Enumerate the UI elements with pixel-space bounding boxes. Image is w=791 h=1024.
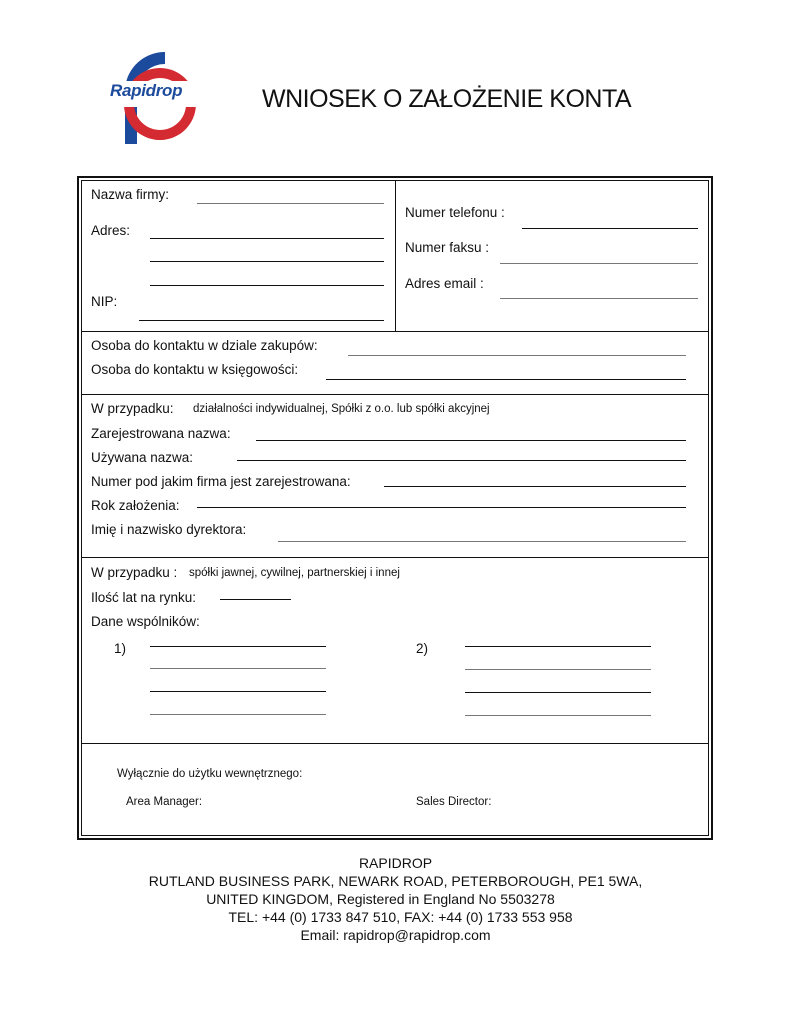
founded-year-label: Rok założenia: <box>91 498 180 513</box>
footer-registration: UNITED KINGDOM, Registered in England No 5503278 <box>206 891 555 907</box>
section-divider <box>81 557 709 558</box>
footer-email: Email: rapidrop@rapidrop.com <box>300 927 491 943</box>
partner-2-field-1[interactable] <box>465 646 651 647</box>
footer-address: RUTLAND BUSINESS PARK, NEWARK ROAD, PETERBOROUGH, PE1 5WA, <box>148 873 643 889</box>
nip-label: NIP: <box>91 294 118 309</box>
section-divider <box>81 331 709 332</box>
partner-1-field-3[interactable] <box>150 691 326 692</box>
section-divider <box>81 743 709 744</box>
director-name-field[interactable] <box>278 541 686 542</box>
footer-company: RAPIDROP <box>358 855 433 871</box>
case-label: W przypadku: <box>91 401 174 416</box>
registration-number-label: Numer pod jakim firma jest zarejestrowana: <box>91 474 351 489</box>
partner-2-field-3[interactable] <box>465 692 651 693</box>
nip-field[interactable] <box>139 320 384 321</box>
logo-wordmark: Rapidrop <box>110 81 183 100</box>
internal-use-label: Wyłącznie do użytku wewnętrznego: <box>117 768 303 780</box>
partner-1-field-4[interactable] <box>150 714 326 715</box>
area-manager-label: Area Manager: <box>126 796 203 808</box>
partner-1-field-2[interactable] <box>150 668 326 669</box>
accounting-contact-label: Osoba do kontaktu w księgowości: <box>91 362 299 377</box>
address-label: Adres: <box>91 223 131 238</box>
rapidrop-logo <box>105 48 215 146</box>
fax-label: Numer faksu : <box>405 240 490 255</box>
column-divider <box>395 180 396 331</box>
footer-phone-fax: TEL: +44 (0) 1733 847 510, FAX: +44 (0) 1733 553 958 <box>228 909 573 925</box>
partners-label: Dane wspólników: <box>91 614 200 629</box>
founded-year-field[interactable] <box>197 507 686 508</box>
email-label: Adres email : <box>405 276 484 291</box>
used-name-field[interactable] <box>237 460 686 461</box>
company-name-label: Nazwa firmy: <box>91 187 170 202</box>
section-divider <box>81 394 709 395</box>
address-field-2[interactable] <box>150 261 384 262</box>
partnership-case-description: spółki jawnej, cywilnej, partnerskiej i innej <box>189 567 400 579</box>
registered-name-label: Zarejestrowana nazwa: <box>91 426 231 441</box>
registered-name-field[interactable] <box>256 440 686 441</box>
years-on-market-label: Ilość lat na rynku: <box>91 590 197 605</box>
years-on-market-field[interactable] <box>220 599 291 600</box>
purchase-contact-field[interactable] <box>348 355 686 356</box>
used-name-label: Używana nazwa: <box>91 450 194 465</box>
partner-1-field-1[interactable] <box>150 646 326 647</box>
partner-2-field-2[interactable] <box>465 669 651 670</box>
phone-label: Numer telefonu : <box>405 205 505 220</box>
address-field-3[interactable] <box>150 285 384 286</box>
partnership-case-label: W przypadku : <box>91 565 178 580</box>
partner-2-label: 2) <box>416 641 429 656</box>
accounting-contact-field[interactable] <box>326 379 686 380</box>
registration-number-field[interactable] <box>384 486 686 487</box>
page-title: WNIOSEK O ZAŁOŻENIE KONTA <box>262 85 632 113</box>
fax-field[interactable] <box>500 263 698 264</box>
phone-field[interactable] <box>522 228 698 229</box>
partner-2-field-4[interactable] <box>465 715 651 716</box>
director-name-label: Imię i nazwisko dyrektora: <box>91 522 247 537</box>
case-description: działalności indywidualnej, Spółki z o.o. lub spółki akcyjnej <box>193 403 490 415</box>
company-name-field[interactable] <box>197 203 384 204</box>
email-field[interactable] <box>500 298 698 299</box>
address-field-1[interactable] <box>150 238 384 239</box>
purchase-contact-label: Osoba do kontaktu w dziale zakupów: <box>91 338 318 353</box>
partner-1-label: 1) <box>114 641 127 656</box>
sales-director-label: Sales Director: <box>416 796 492 808</box>
